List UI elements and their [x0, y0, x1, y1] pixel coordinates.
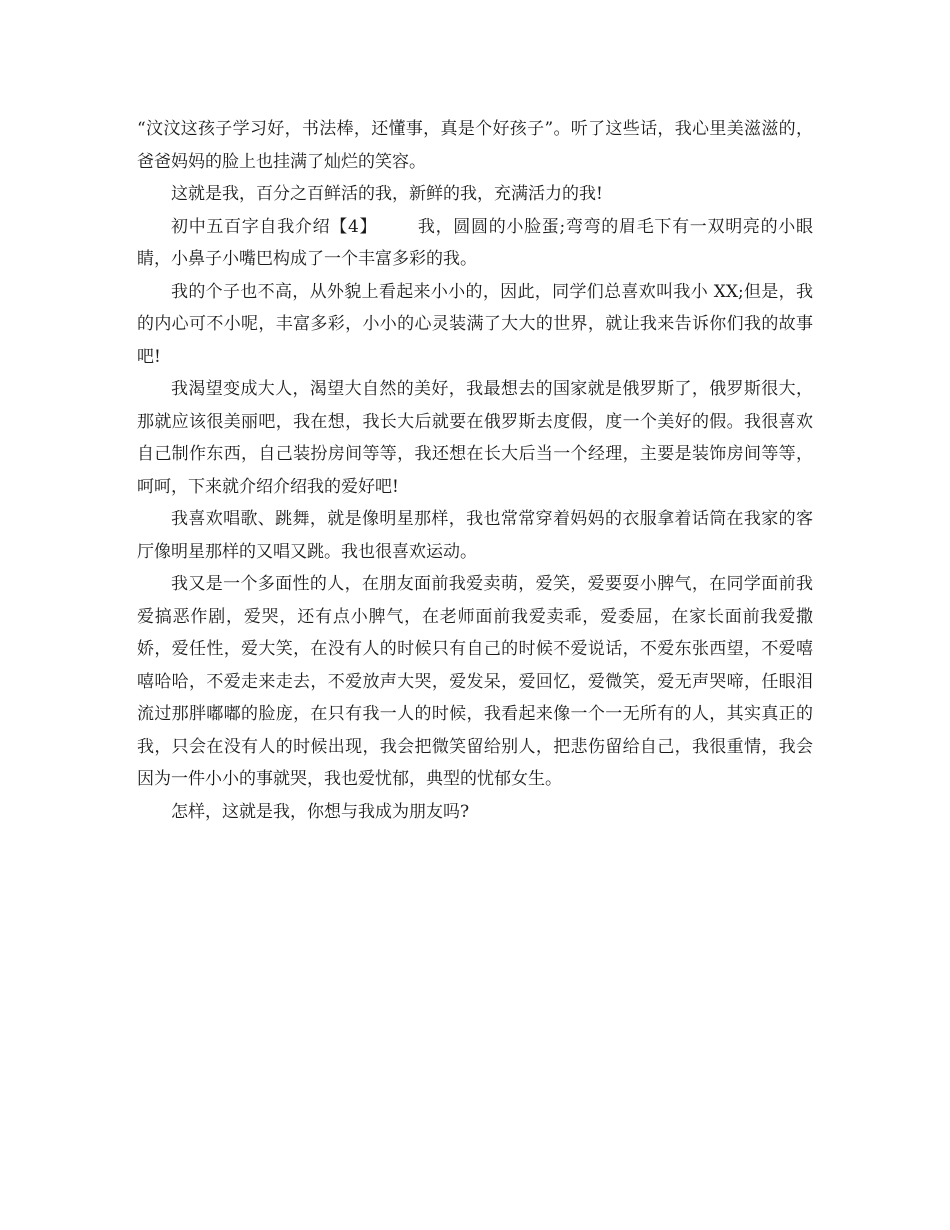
paragraph-closing: 怎样，这就是我，你想与我成为朋友吗? [171, 801, 470, 822]
paragraph-dreams: 我渴望变成大人，渴望大自然的美好，我最想去的国家就是俄罗斯了，俄罗斯很大，那就应该很美丽吧，我在想，我长大后就要在俄罗斯去度假，度一个美好的假。我很喜欢自己制作东西，自己装扮房间等等，我还想在长大后当一个经理，主要是装饰房间等等，呵呵，下来就介绍介绍我的爱好吧! [137, 379, 813, 497]
paragraph-section-intro [137, 211, 813, 276]
paragraph-personality: 我又是一个多面性的人，在朋友面前我爱卖萌，爱笑，爱要耍小脾气，在同学面前我爱搞恶作剧，爱哭，还有点小脾气，在老师面前我爱卖乖，爱委屈，在家长面前我爱撒娇，爱任性，爱大笑，在没有人的时候只有自己的时候不爱说话，不爱东张西望，不爱嘻嘻哈哈，不爱走来走去，不爱放声大哭，爱发呆，爱回忆，爱微笑，爱无声哭啼，任眼泪流过那胖嘟嘟的脸庞，在只有我一人的时候，我看起来像一个一无所有的人，其实真正的我，只会在没有人的时候出现，我会把微笑留给别人，把悲伤留给自己，我很重情，我会因为一件小小的事就哭，我也爱忧郁，典型的忧郁女生。 [137, 574, 813, 789]
paragraph-this-is-me: 这就是我，百分之百鲜活的我，新鲜的我，充满活力的我! [171, 184, 603, 204]
section-body: 我，圆圆的小脸蛋;弯弯的眉毛下有一双明亮的小眼睛，小鼻子小嘴巴构成了一个丰富多彩的我。 [137, 216, 813, 269]
paragraph-appearance: 我的个子也不高，从外貌上看起来小小的，因此，同学们总喜欢叫我小 XX;但是，我的内心可不小呢，丰富多彩，小小的心灵装满了大大的世界，就让我来告诉你们我的故事吧! [137, 281, 813, 367]
paragraph-hobbies: 我喜欢唱歌、跳舞，就是像明星那样，我也常常穿着妈妈的衣服拿着话筒在我家的客厅像明星那样的又唱又跳。我也很喜欢运动。 [137, 509, 813, 562]
document-page [137, 113, 813, 828]
paragraph-praise: “汶汶这孩子学习好，书法棒，还懂事，真是个好孩子”。听了这些话，我心里美滋滋的，爸爸妈妈的脸上也挂满了灿烂的笑容。 [137, 119, 813, 172]
section-title: 初中五百字自我介绍【4】 [171, 216, 378, 237]
